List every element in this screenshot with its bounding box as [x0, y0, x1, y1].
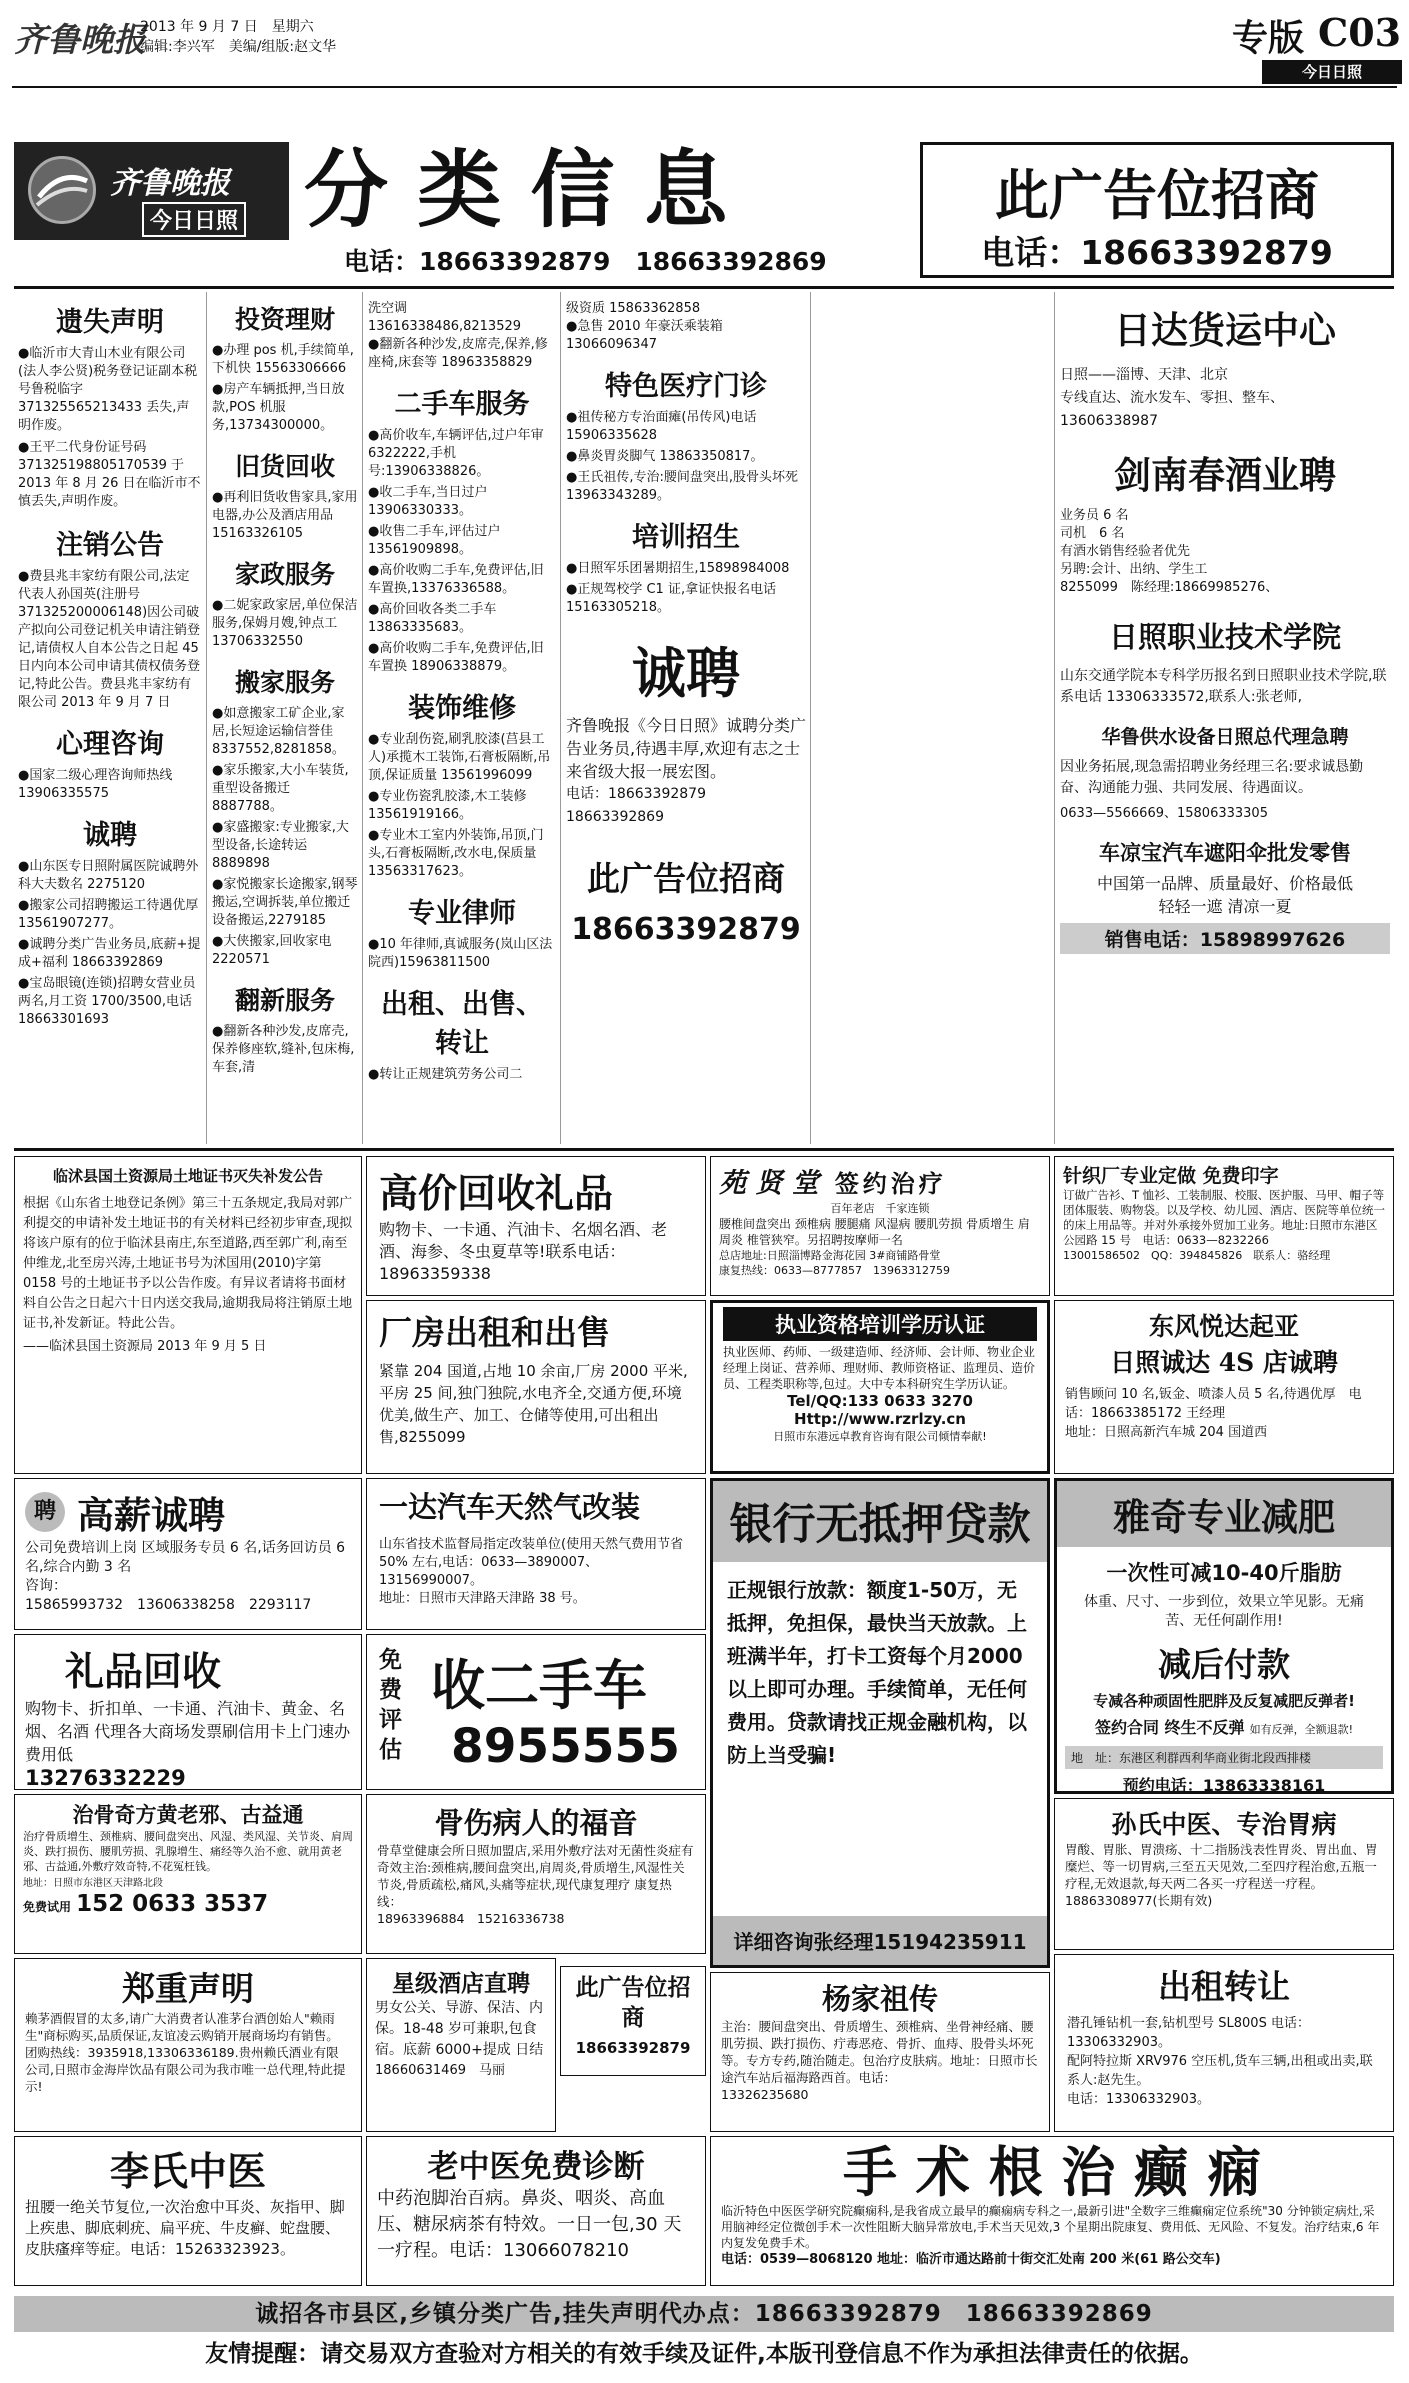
train-heading: 培训招生 [632, 522, 740, 553]
list-item: ●祖传秘方专治面瘫(吊传风)电话 15906335628 [566, 410, 757, 443]
bonefx-ad [366, 1794, 706, 1954]
gift-body: 购物卡、一卡通、汽油卡、名烟名酒、老酒、海参、冬虫夏草等!联系电话：18963359338 [379, 1220, 668, 1283]
hotel-body: 男女公关、导游、保洁、内保。18-48 岁可兼职,包食宿。底薪 6000+提成 日结 [375, 2000, 544, 2058]
land-title: 临沭县国土资源局土地证书灭失补发公告 [52, 1167, 323, 1185]
moving-heading: 搬家服务 [234, 668, 335, 697]
slim-addr-row [1065, 1746, 1383, 1769]
list-item: ●高价回收各类二手车 13863335683。 [368, 602, 497, 635]
cert-ad [710, 1300, 1050, 1474]
yang-body: 主治：腰间盘突出、骨质增生、颈椎病、坐骨神经痛、腰肌劳损、跌打损伤、疔毒恶疮、骨折、血痔、股骨头坏死等。专方专药,随治随走。包治疗皮肤病。地址：日照市长途汽车站后福海路西首。电话： [721, 2019, 1038, 2085]
tcm-addr: 总店地址:日照淄博路金海花园 3#商铺路骨堂 [719, 1249, 941, 1262]
list-item: 日照——淄博、天津、北京 [1060, 367, 1228, 383]
usedcar-tel: 8955555 [451, 1719, 680, 1774]
invest-heading: 投资理财 [234, 305, 335, 334]
list-item: ●转让正规建筑劳务公司二 [368, 1067, 523, 1082]
knit-body: 订做广告衫、T 恤衫、工装制服、校服、医护服、马甲、帽子等团体服装、购物袋。以及学校、幼儿园、酒店、医院等单位统一的床上用品等。并对外承接外贸加工业务。地址:日照市东港区公园路 15 号 电话：0633—8232266 [1063, 1188, 1385, 1247]
footer-line1: 诚招各市县区,乡镇分类广告,挂失声明代办点：18663392879 18663392869 [14, 2296, 1394, 2332]
usedcar-ad [366, 1634, 706, 1790]
land-sign: ——临沭县国土资源局 2013 年 9 月 5 日 [23, 1339, 267, 1354]
bone-body: 治疗骨质增生、颈椎病、腰间盘突出、风湿、类风湿、关节炎、肩周炎、跌打损伤、腰肌劳损、乳腺增生、痛经等久治不愈、就用黄老邪、古益通,外敷疗效奇特,不花冤枉钱。 [23, 1830, 353, 1873]
cert-body: 执业医师、药师、一级建造师、经济师、会计师、物业企业经理上岗证、营养师、理财师、教师资格证、监理员、造价员、工程类职称等,包过。大中专本科研究生学历认证。 [723, 1345, 1036, 1391]
gift2-title: 礼品回收 [65, 1649, 222, 1695]
gas-title: 一达汽车天然气改装 [379, 1490, 641, 1524]
factory-title: 厂房出租和出售 [379, 1313, 610, 1352]
dongfeng-title2: 日照诚达 4S 店诚聘 [1110, 1348, 1338, 1377]
rent-heading: 出租、出售、转让 [381, 989, 543, 1059]
recruit-ad-title: 诚聘 [632, 641, 740, 705]
masthead-date: 2013 年 9 月 7 日 星期六 [140, 19, 314, 35]
banner-ad-phone: 电话：18663392879 [981, 233, 1333, 272]
land-notice [14, 1156, 362, 1474]
hotel-title: 星级酒店直聘 [392, 1970, 530, 1997]
cert-web: Http://www.rzrlzy.cn [794, 1410, 966, 1428]
list-item: ●正规驾校学 C1 证,拿证快报名电话 15163305218。 [566, 582, 777, 615]
yang-tel: 13326235680 [721, 2087, 809, 2102]
tcm-body: 腰椎间盘突出 颈椎病 腰腿痛 风湿病 腰肌劳损 骨质增生 肩周炎 椎管狭窄。另招聘按摩师一名 [719, 1217, 1030, 1247]
dongfeng-ad [1054, 1300, 1394, 1474]
list-item: 有酒水销售经验者优先 [1060, 544, 1191, 559]
decor-heading: 装饰维修 [408, 693, 516, 724]
zheng-ad [14, 1958, 362, 2132]
slim-pay: 减后付款 [1158, 1645, 1290, 1684]
zheng-body: 赖茅酒假冒的太多,请广大消费者认准茅台酒创始人"赖雨生"商标购买,品质保证,友谊凌云购销开展商场均有销售。团购热线：3935918,13306336189.贵州赖氏酒业有限公司,日照市金海岸饮品有限公司为我市唯一总代理,特此提示! [25, 2011, 346, 2094]
lease-ad [1054, 1954, 1394, 2132]
list-item: ●搬家公司招聘搬运工待遇优厚 13561907277。 [18, 898, 199, 931]
oldtcm-body: 中药泡脚治百病。鼻炎、咽炎、高血压、糖尿病茶有特效。一日一包,30 天一疗程。电话：13066078210 [377, 2188, 682, 2261]
hotel-ad [366, 1958, 556, 2132]
land-body: 根据《山东省土地登记条例》第三十五条规定,我局对郭广利提交的申请补发土地证书的有关材料已经初步审查,现拟将该户原有的位于临沭县南庄,东至道路,西至郭广利,南至仲维龙,北至房兴涛,土地证书号为沭国用(2010)字第 0158 号的土地证书予以公告作废。有异议者请将书面材料自公告之日起六十日内送交我局,逾期我局将注销原土地证书,补发新证。特此公告。 [23, 1196, 353, 1331]
cert-title: 执业资格培训学历认证 [723, 1307, 1037, 1341]
list-item: ●家悦搬家长途搬家,钢琴搬运,空调拆装,单位搬迁设备搬运,2279185 [212, 877, 358, 928]
list-item: ●王氏祖传,专治:腰间盘突出,股骨头坏死 13963343289。 [566, 470, 798, 503]
gift2-body: 购物卡、折扣单、一卡通、汽油卡、黄金、名烟、名酒 代理各大商场发票刷信用卡上门速办费用低 [25, 1699, 351, 1764]
slim-addr-label: 地 址： [1071, 1751, 1120, 1765]
masthead-edition: 今日日照 [1262, 60, 1402, 84]
column-2 [212, 300, 358, 1077]
bone-tel: 152 0633 3537 [76, 1891, 269, 1917]
li-body: 扭腰一绝关节复位,一次治愈中耳炎、灰指甲、脚上疾患、脚底刺疣、扁平疣、牛皮癣、蛇盘腰、皮肤瘙痒等症。电话：15263323923。 [25, 2198, 345, 2258]
list-item: ●国家二级心理咨询师热线 13906335575 [18, 768, 173, 801]
epilepsy-ad [710, 2136, 1394, 2286]
hire-mark: 聘 [25, 1492, 65, 1532]
lawyer-heading: 专业律师 [408, 898, 516, 929]
epilepsy-tel: 电话：0539—8068120 地址：临沂市通达路前十街交汇处南 200 米(61 路公交车) [721, 2252, 1221, 2267]
classified-bottom-rule [14, 1148, 1394, 1151]
used-heading: 旧货回收 [234, 452, 335, 481]
oldtcm-ad [366, 2136, 706, 2286]
lease-title: 出租转让 [1158, 1967, 1290, 2006]
bone-title: 治骨奇方黄老邪、古益通 [72, 1802, 304, 1827]
hotel-tel: 18660631469 马丽 [375, 2063, 505, 2078]
list-item: ●房产车辆抵押,当日放款,POS 机服务,13734300000。 [212, 382, 345, 433]
masthead-editor: 编辑:李兴军 美编/组版:赵文华 [140, 39, 337, 55]
list-item: ●日照军乐团暑期招生,15898984008 [566, 561, 790, 576]
bonefx-title: 骨伤病人的福音 [434, 1806, 638, 1840]
epilepsy-body: 临沂特色中医医学研究院癫痫科,是我省成立最早的癫痫病专科之一,最新引进"全数字三维癫痫定位系统"30 分钟锁定病灶,采用脑神经定位微创手术一次性阻断大脑异常放电,手术当天见效,3 个星期出院康复、费用低、无风险、不复发。治疗结束,6 年内复发免费手术。 [721, 2204, 1380, 2250]
list-item: ●10 年律师,真诚服务(岚山区法院西)15963811500 [368, 937, 553, 970]
list-item: ●急售 2010 年豪沃乘装箱 13066096347 [566, 319, 723, 352]
gift-title: 高价回收礼品 [379, 1171, 614, 1217]
home-heading: 家政服务 [234, 560, 335, 589]
slim-title: 雅奇专业减肥 [1057, 1481, 1391, 1547]
college-heading: 日照职业技术学院 [1108, 620, 1341, 654]
hire-ad [14, 1478, 362, 1630]
car-heading: 车凉宝汽车遮阳伞批发零售 [1099, 841, 1351, 865]
list-item: ●费县兆丰家纺有限公司,法定代表人孙国英(注册号371325200006148)因公司破产拟向公司登记机关申请注销登记,请债权人自本公告之日起 45 日内向本公司申请其债权债务登记,特此公告。费县兆丰家纺有限公司 2013 年 9 月 7 日 [18, 569, 201, 710]
slim-tel: 预约电话：13863338161 [1122, 1776, 1326, 1795]
list-item: ●家乐搬家,大小车装货,重型设备搬迁 8887788。 [212, 763, 349, 814]
water-heading: 华鲁供水设备日照总代理急聘 [1101, 726, 1349, 748]
tcm-tag: 签约治疗 [834, 1170, 947, 1198]
list-item: 专线直达、流水发车、零担、整车、 [1060, 390, 1284, 406]
small-ad-title: 此广告位招商 [575, 1974, 691, 2031]
col4-ad-phone: 18663392879 [571, 912, 801, 947]
column-3 [368, 300, 556, 1084]
list-item: ●二妮家政家居,单位保洁服务,保姆月嫂,钟点工 13706332550 [212, 598, 358, 649]
gift-recycle [366, 1156, 706, 1296]
dongfeng-title1: 东风悦达起亚 [1148, 1312, 1299, 1341]
list-item: ●翻新各种沙发,皮席壳,保养修座软,缝补,包床梅,车套,清 [212, 1024, 355, 1075]
sun-title: 孙氏中医、专治胃病 [1111, 1810, 1337, 1839]
sun-tel: 18863308977(长期有效) [1065, 1893, 1213, 1908]
list-item: ●王平二代身份证号码371325198805170539 于 2013 年 8 月 26 日在临沂市不慎丢失,声明作废。 [18, 440, 201, 509]
list-item: ●鼻炎胃炎脚气 13863350817。 [566, 449, 764, 464]
banner-ad-box [920, 142, 1394, 278]
list-item: ●家盛搬家:专业搬家,大型设备,长途转运 8889898 [212, 820, 349, 871]
slim-addr: 东港区利群西利华商业街北段西排楼 [1119, 1751, 1312, 1765]
cars-heading: 二手车服务 [394, 389, 530, 420]
gas-ad [366, 1478, 706, 1630]
list-item: ●再利旧货收售家具,家用电器,办公及酒店用品 15163326105 [212, 490, 358, 541]
hire-tel: 15865993732 13606338258 2293117 [25, 1597, 312, 1613]
slim-guarantee: 专减各种顽固性肥胖及反复减肥反弹者! [1093, 1692, 1355, 1710]
list-item: 另聘:会计、出纳、学生工 [1060, 562, 1208, 577]
zheng-title: 郑重声明 [122, 1969, 254, 2008]
gas-body: 山东省技术监督局指定改装单位(使用天然气费用节省 50% 左右,电话：0633—3890007、13156990007。 [379, 1537, 684, 1588]
banner-title: 分 类 信 息 [304, 140, 728, 239]
renovate-heading: 翻新服务 [234, 986, 335, 1015]
recruit-heading: 诚聘 [83, 820, 137, 851]
list-item: ●高价收购二手车,免费评估,旧车置换,13376336588。 [368, 563, 544, 596]
car-phone: 销售电话：15898997626 [1060, 923, 1390, 954]
banner [14, 142, 1394, 282]
gift2-ad [14, 1634, 362, 1790]
banner-phone: 电话：18663392879 18663392869 [344, 247, 827, 276]
recruit-ad-body: 齐鲁晚报《今日日照》诚聘分类广告业务员,待遇丰厚,欢迎有志之士来省级大报一展宏图。 [566, 716, 807, 781]
loan-contact: 详细咨询张经理15194235911 [713, 1916, 1047, 1965]
list-item: 洗空调 13616338486,8213529 [368, 301, 522, 334]
dongfeng-addr: 地址：日照高新汽车城 204 国道西 [1065, 1425, 1268, 1440]
li-ad [14, 2136, 362, 2286]
list-item: 8255099 陈经理:18669985276、 [1060, 580, 1279, 595]
tcm-sub: 百年老店 千家连锁 [830, 1202, 930, 1215]
medical-heading: 特色医疗门诊 [605, 371, 767, 402]
footer-line2: 友情提醒：请交易双方查验对方相关的有效手续及证件,本版刊登信息不作为承担法律责任的依据。 [205, 2341, 1203, 2367]
knit-tel: 13001586502 QQ：394845826 联系人：骆经理 [1063, 1249, 1331, 1262]
freight-heading: 日达货运中心 [1114, 308, 1336, 352]
bonefx-body: 骨草堂健康会所日照加盟店,采用外敷疗法对无菌性炎症有奇效主治:颈椎病,腰间盘突出,肩周炎,骨质增生,风湿性关节炎,骨质疏松,痛风,头痛等症状,现代康复理疗 康复热线： [377, 1843, 694, 1909]
slim-contract: 签约合同 终生不反弹 [1094, 1718, 1245, 1737]
tcm-ad [710, 1156, 1050, 1296]
list-item: ●临沂市大青山木业有限公司(法人李公贤)税务登记证副本税号鲁税临字 371325565213433 丢失,声明作废。 [18, 346, 198, 433]
slim-contract-note: 如有反弹，全额退款! [1249, 1723, 1354, 1736]
list-item: ●专业木工室内外装饰,吊顶,门头,石膏板隔断,改水电,保质量 13563317623。 [368, 828, 544, 879]
list-item: ●专业伤瓷乳胶漆,木工装修 13561919166。 [368, 789, 527, 822]
list-item: ●办理 pos 机,手续简单,下机快 15563306666 [212, 343, 354, 376]
list-item: ●宝岛眼镜(连锁)招聘女营业员两名,月工资 1700/3500,电话 18663301693 [18, 976, 196, 1027]
slim-ad [1054, 1478, 1394, 1794]
list-item: 司机 6 名 [1060, 526, 1125, 541]
masthead-logo: 齐鲁晚报 [14, 20, 146, 59]
list-item: ●高价收车,车辆评估,过户年审 6322222,手机号:13906338826。 [368, 428, 544, 479]
bone-tel-label: 免费试用 [23, 1900, 72, 1914]
banner-logo-panel [14, 142, 289, 240]
col4-ad-title: 此广告位招商 [587, 859, 785, 898]
column-4 [566, 300, 806, 947]
dongfeng-body: 销售顾问 10 名,钣金、喷漆人员 5 名,待遇优厚 电话：18663385172 王经理 [1065, 1387, 1362, 1421]
list-item: ●山东医专日照附属医院诚聘外科大夫数名 2275120 [18, 859, 199, 892]
wine-heading: 剑南春酒业聘 [1114, 453, 1336, 497]
tcm-tel: 康复热线：0633—8777857 13963312759 [719, 1264, 950, 1277]
slim-sub: 一次性可减10-40斤脂肪 [1106, 1561, 1342, 1585]
list-item: ●专业刮伤瓷,刷乳胶漆(莒县工人)承揽木工装饰,石膏板隔断,吊顶,保证质量 13561996099 [368, 732, 551, 783]
list-item: ●收二手车,当日过户 13906330333。 [368, 485, 488, 518]
list-item: 电话：13306332903。 [1067, 2092, 1210, 2107]
factory-ad [366, 1300, 706, 1474]
gas-addr: 地址：日照市天津路天津路 38 号。 [379, 1591, 586, 1606]
gift2-tel: 13276332229 [25, 1766, 186, 1790]
banner-ad-title: 此广告位招商 [995, 163, 1319, 227]
banner-rule [14, 286, 1394, 289]
water-phone: 0633—5566669、15806333305 [1060, 806, 1268, 821]
list-item: ●高价收购二手车,免费评估,旧车置换 18906338879。 [368, 641, 544, 674]
usedcar-title: 收二手车 [431, 1653, 647, 1717]
small-ad-tel: 18663392879 [575, 2039, 691, 2057]
list-item: ●翻新各种沙发,皮席壳,保养,修座椅,床套等 18963358829 [368, 337, 548, 370]
hire-title: 高薪诚聘 [77, 1493, 225, 1537]
list-item: ●如意搬家工矿企业,家居,长短途运输信誉佳 8337552,8281858。 [212, 706, 345, 757]
college-body: 山东交通学院本专科学历报名到日照职业技术学院,联系电话 13306333572,联系人:张老师, [1060, 668, 1387, 705]
factory-body: 紧靠 204 国道,占地 10 余亩,厂房 2000 平米,平房 25 间,独门独院,水电齐全,交通方便,环境优美,做生产、加工、仓储等使用,可出租出售,8255099 [379, 1362, 688, 1446]
hire-label: 咨询： [25, 1578, 67, 1594]
recruit-ad-phone: 电话：18663392879 18663392869 [566, 786, 720, 825]
bone-ad [14, 1794, 362, 1954]
list-item: 配阿特拉斯 XRV976 空压机,货车三辆,出租或出卖,联系人:赵先生。 [1067, 2054, 1373, 2088]
knit-ad [1054, 1156, 1394, 1296]
sun-body: 胃酸、胃胀、胃溃疡、十二指肠浅表性胃炎、胃出血、胃糜烂、等一切胃病,三至五天见效,二至四疗程治愈,五瓶一疗程,无效退款,每天两二各买一疗程送一疗程。 [1065, 1842, 1378, 1891]
list-item: 潜孔锤钻机一套,钻机型号 SL800S 电话：13306332903。 [1067, 2016, 1310, 2050]
lost-heading: 遗失声明 [56, 307, 164, 338]
masthead-rule [12, 86, 1397, 88]
car-line2: 轻轻一遮 清凉一夏 [1158, 897, 1292, 916]
sun-ad [1054, 1798, 1394, 1950]
car-line1: 中国第一品牌、质量最好、价格最低 [1096, 874, 1353, 893]
knit-title: 针织厂专业定做 免费印字 [1063, 1165, 1279, 1187]
cert-foot: 日照市东港远卓教育咨询有限公司倾情奉献! [773, 1430, 987, 1443]
cancel-heading: 注销公告 [56, 530, 164, 561]
banner-logo-sub: 今日日照 [142, 202, 246, 237]
list-item: ●大侠搬家,回收家电 2220571 [212, 934, 332, 967]
loan-ad [710, 1478, 1050, 1968]
li-title: 李氏中医 [109, 2149, 266, 2195]
tcm-brand: 苑 贤 堂 [719, 1168, 819, 1199]
list-item: 级资质 15863362858 [566, 301, 701, 316]
list-item: 13606338987 [1060, 413, 1158, 429]
list-item: ●收售二手车,评估过户 13561909898。 [368, 524, 501, 557]
water-body: 因业务拓展,现急需招聘业务经理三名:要求诚恳勤奋、沟通能力强、共同发展、待遇面议。 [1060, 759, 1364, 796]
cert-tel: Tel/QQ:133 0633 3270 [787, 1392, 973, 1410]
slim-body: 体重、尺寸、一步到位，效果立竿见影。无痛苦、无任何副作用! [1084, 1594, 1364, 1629]
column-1 [18, 300, 202, 1029]
list-item: ●诚聘分类广告业务员,底薪+提成+福利 18663392869 [18, 937, 201, 970]
globe-icon [28, 156, 96, 224]
loan-body: 正规银行放款：额度1-50万，无抵押，免担保，最快当天放款。上班满半年，打卡工资每个月2000以上即可办理。手续简单，无任何费用。贷款请找正规金融机构，以防上当受骗! [727, 1578, 1027, 1767]
hire-body: 公司免费培训上岗 区域服务专员 6 名,话务回访员 6 名,综合内勤 3 名 [25, 1540, 346, 1575]
oldtcm-title: 老中医免费诊断 [427, 2149, 645, 2185]
yang-ad [710, 1972, 1050, 2132]
small-ad-box [560, 1966, 706, 2076]
banner-logo-text: 齐鲁晚报 [110, 166, 230, 201]
masthead [0, 0, 1409, 84]
bone-addr: 地址：日照市东港区天津路北段 [23, 1878, 163, 1889]
usedcar-vert: 免费评估 [379, 1646, 402, 1763]
psych-heading: 心理咨询 [56, 729, 164, 760]
list-item: 业务员 6 名 [1060, 508, 1129, 523]
masthead-section: 专版 [1232, 17, 1305, 59]
epilepsy-title: 手 术 根 治 癫 痫 [843, 2140, 1261, 2204]
bonefx-tel: 18963396884 15216336738 [377, 1911, 565, 1926]
yang-title: 杨家祖传 [821, 1982, 938, 2016]
loan-title: 银行无抵押贷款 [713, 1481, 1047, 1562]
masthead-page: C03 [1318, 10, 1402, 55]
column-5 [1060, 300, 1390, 954]
